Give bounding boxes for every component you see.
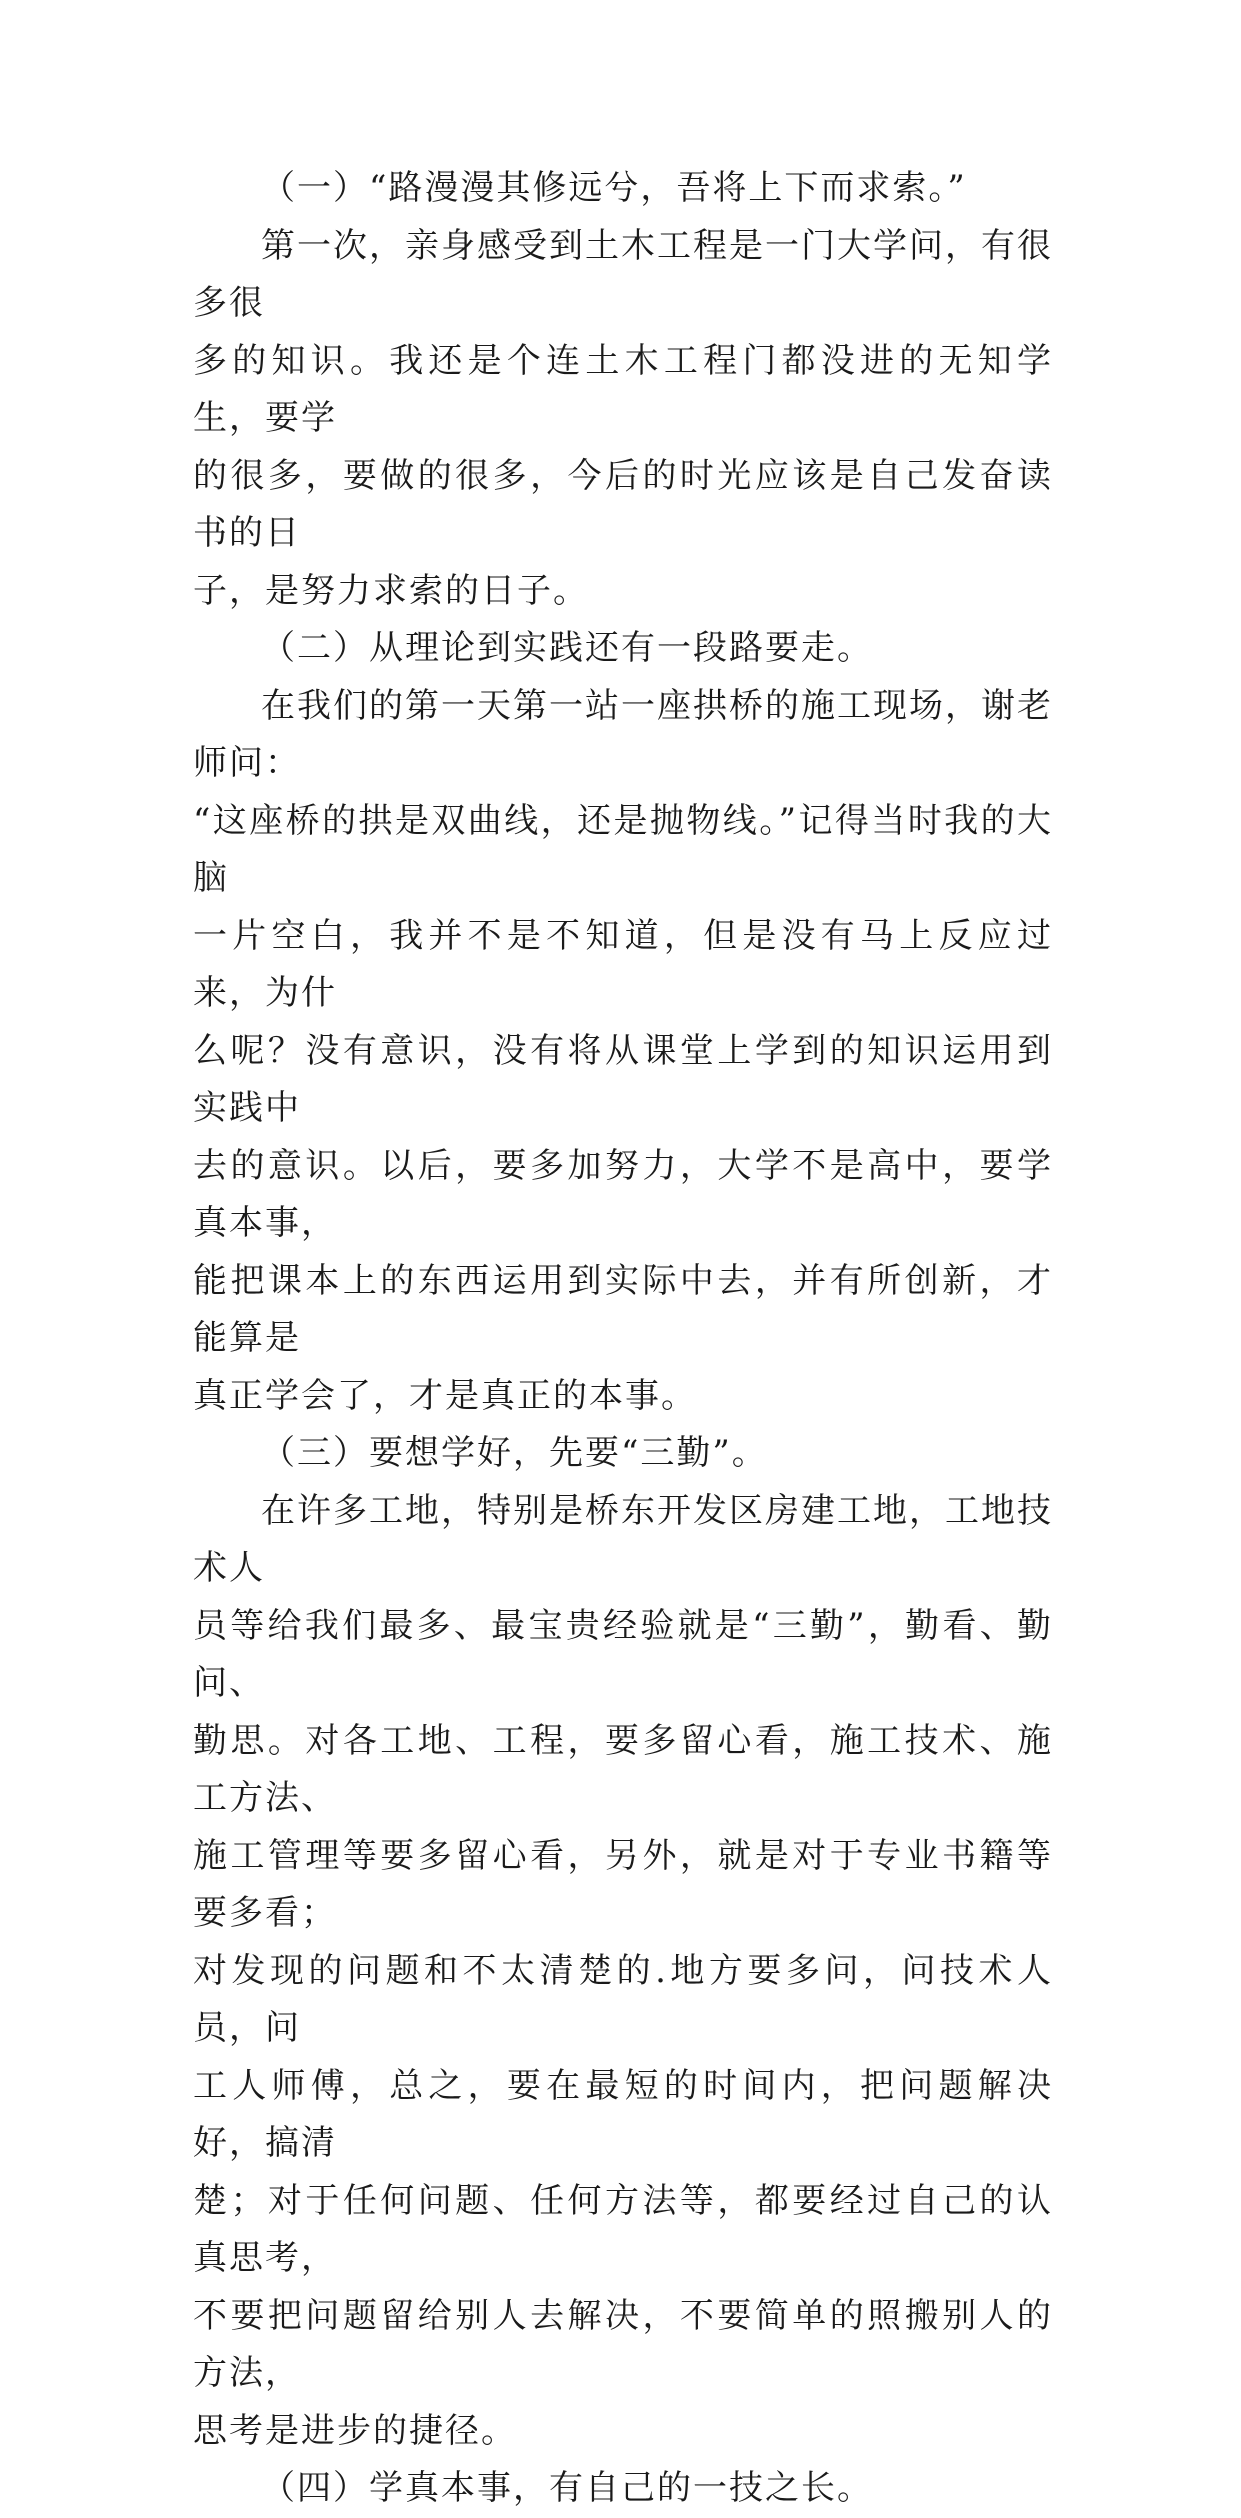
text-line: 一片空白，我并不是不知道，但是没有马上反应过来，为什	[193, 915, 1053, 1013]
section-heading-3: （三）要想学好，先要“三勤”。	[261, 1433, 768, 1473]
text-line: 子，是努力求索的日子。	[193, 570, 589, 611]
section-heading-4: （四）学真本事，有自己的一技之长。	[261, 2468, 873, 2508]
text-line: 施工管理等要多留心看，另外，就是对于专业书籍等要多看；	[193, 1835, 1053, 1933]
text-line: 工人师傅，总之，要在最短的时间内，把问题解决好，搞清	[193, 2065, 1053, 2163]
section-heading-1: （一）“路漫漫其修远兮，吾将上下而求索。”	[261, 168, 967, 208]
text-line: 第一次，亲身感受到土木工程是一门大学问，有很多很	[193, 225, 1053, 323]
text-line: 去的意识。以后，要多加努力，大学不是高中，要学真本事，	[193, 1145, 1053, 1243]
text-line: 楚；对于任何问题、任何方法等，都要经过自己的认真思考，	[193, 2180, 1053, 2278]
text-line: 的很多，要做的很多，今后的时光应该是自己发奋读书的日	[193, 455, 1053, 553]
text-line: 多的知识。我还是个连土木工程门都没进的无知学生，要学	[193, 340, 1053, 438]
text-line: 对发现的问题和不太清楚的.地方要多问，问技术人员，问	[193, 1950, 1053, 2048]
paragraph-3	[193, 1483, 1053, 2461]
paragraph-2	[193, 678, 1053, 1426]
text-line: 不要把问题留给别人去解决，不要简单的照搬别人的方法，	[193, 2295, 1053, 2393]
text-line: 勤思。对各工地、工程，要多留心看，施工技术、施工方法、	[193, 1720, 1053, 1818]
section-heading-2: （二）从理论到实践还有一段路要走。	[261, 628, 873, 668]
document-body	[193, 160, 1053, 2518]
text-line: 在我们的第一天第一站一座拱桥的施工现场，谢老师问：	[193, 685, 1053, 783]
text-line: “这座桥的拱是双曲线，还是抛物线。”记得当时我的大脑	[193, 800, 1053, 898]
text-line: 在许多工地，特别是桥东开发区房建工地，工地技术人	[193, 1490, 1053, 1588]
paragraph-1	[193, 218, 1053, 621]
text-line: 能把课本上的东西运用到实际中去，并有所创新，才能算是	[193, 1260, 1053, 1358]
text-line: 真正学会了，才是真正的本事。	[193, 1375, 697, 1416]
text-line: 么呢？没有意识，没有将从课堂上学到的知识运用到实践中	[193, 1030, 1053, 1128]
text-line: 思考是进步的捷径。	[193, 2410, 517, 2451]
text-line: 员等给我们最多、最宝贵经验就是“三勤”，勤看、勤问、	[193, 1605, 1053, 1703]
